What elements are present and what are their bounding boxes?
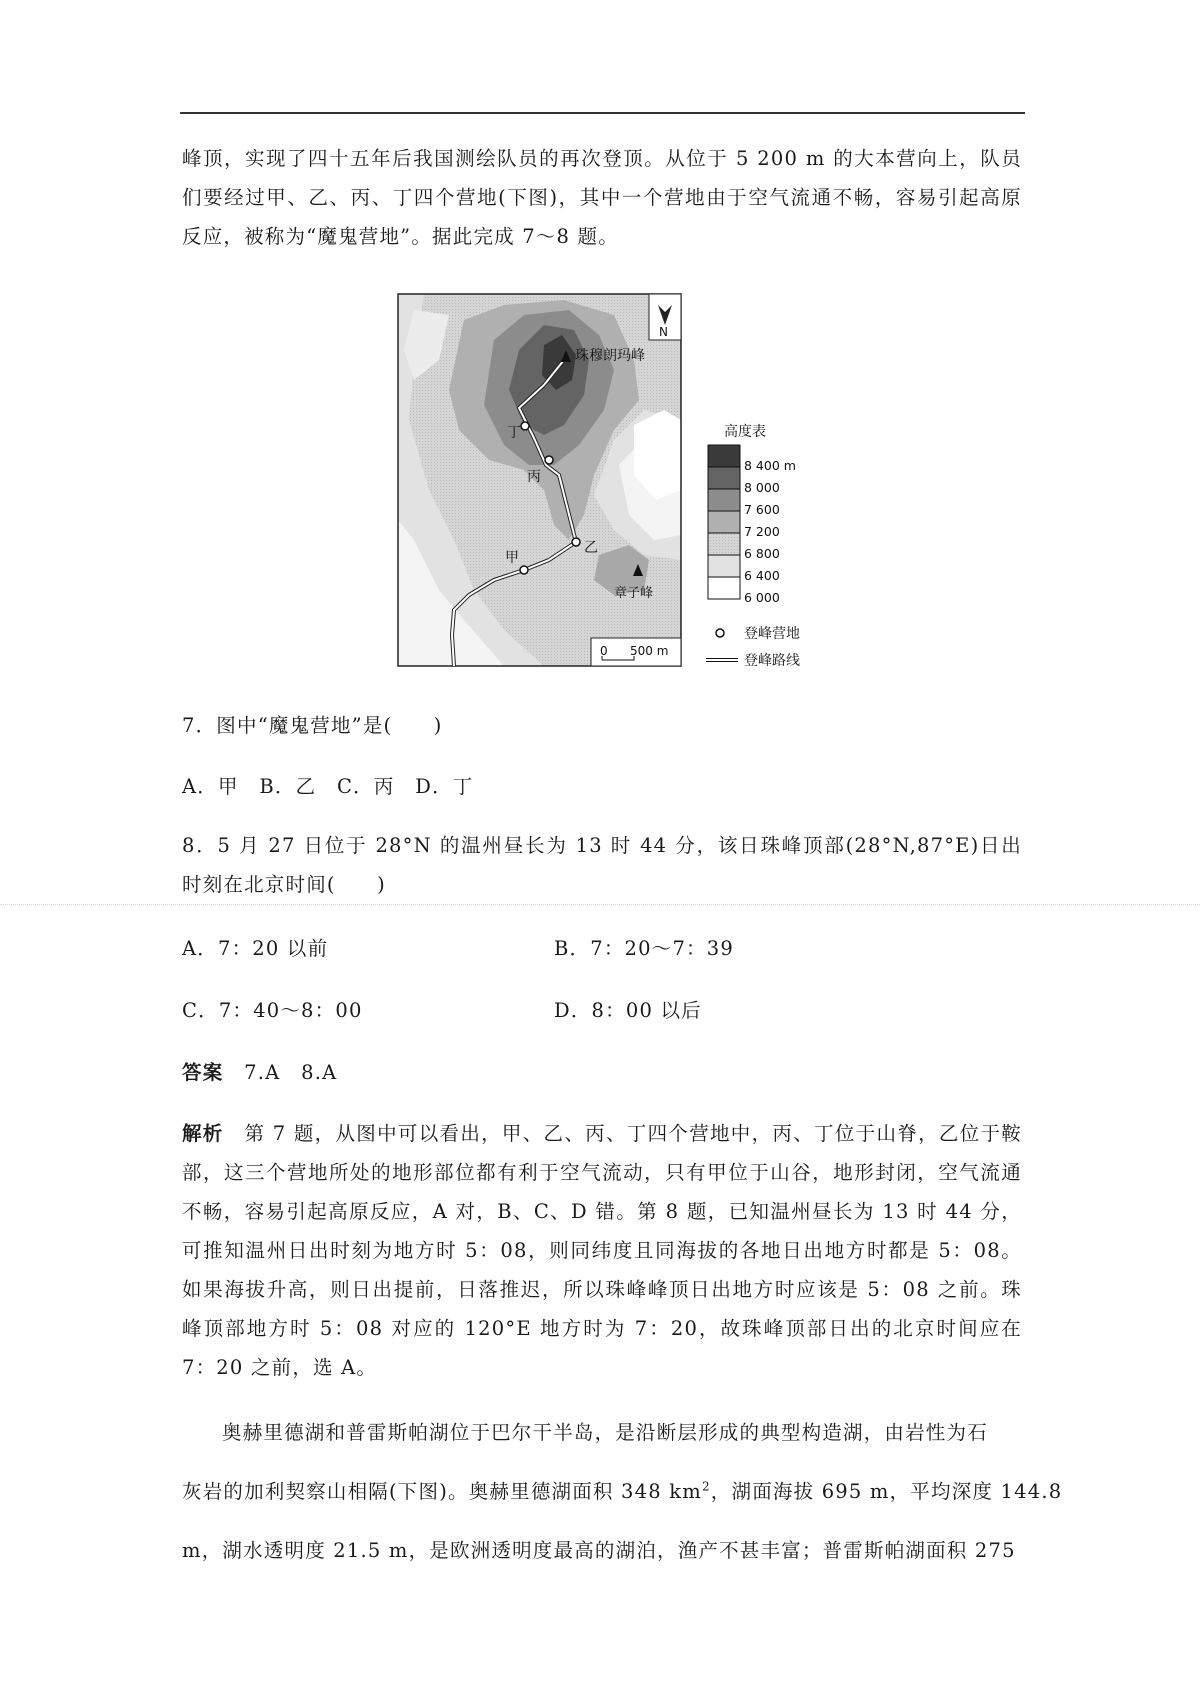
legend-level: 7 200 (744, 524, 780, 539)
question-7-stem: 7．图中“魔鬼营地”是( ) (182, 714, 443, 737)
sub-peak-label: 章子峰 (614, 586, 654, 601)
north-arrow (649, 294, 681, 340)
superscript-2: 2 (701, 1479, 711, 1494)
legend-level: 6 000 (744, 590, 780, 605)
north-label: N (659, 325, 668, 339)
scale-distance: 500 m (630, 644, 669, 658)
legend-level: 8 400 m (744, 458, 796, 473)
intro-paragraph: 峰顶，实现了四十五年后我国测绘队员的再次登顶。从位于 5 200 m 的大本营向上，队员们要经过甲、乙、丙、丁四个营地(下图)，其中一个营地由于空气流通不畅，容易引起高原反应，被称为“魔鬼营地”。据此完成 7～8 题。 (182, 147, 1022, 248)
answer-text: 7.A 8.A (244, 1061, 338, 1084)
camp-jia-label: 甲 (505, 550, 519, 566)
legend-level: 6 400 (744, 568, 780, 583)
header-rule (180, 112, 1025, 114)
scale-zero: 0 (600, 644, 608, 658)
lake-line-2 (182, 1476, 1062, 1504)
lake-line-3: m，湖水透明度 21.5 m，是欧洲透明度最高的湖泊，渔产不甚丰富；普雷斯帕湖面积 275 (182, 1539, 1016, 1562)
page-divider (0, 904, 1200, 905)
camp-ding-label: 丁 (507, 425, 521, 441)
legend-camp-label: 登峰营地 (744, 626, 800, 642)
question-8-option-a: A．7：20 以前 (182, 937, 329, 960)
scale-bar (591, 638, 681, 666)
topographic-map (394, 290, 814, 670)
answer-label: 答案 (182, 1061, 224, 1084)
peak-label: 珠穆朗玛峰 (575, 348, 645, 364)
legend-route-label: 登峰路线 (744, 653, 800, 669)
elevation-legend (706, 423, 800, 669)
legend-level: 7 600 (744, 502, 780, 517)
legend-level: 8 000 (744, 480, 780, 495)
lake-line-2a: 灰岩的加利契察山相隔(下图)。奥赫里德湖面积 348 km (182, 1480, 702, 1503)
question-8-stem: 8．5 月 27 日位于 28°N 的温州昼长为 13 时 44 分，该日珠峰顶部(28°N,87°E)日出时刻在北京时间( ) (182, 834, 1022, 896)
camp-bing-label: 丙 (527, 469, 541, 485)
camp-yi-label: 乙 (584, 540, 598, 556)
legend-level: 6 800 (744, 546, 780, 561)
analysis-paragraph (182, 1114, 1022, 1387)
lake-line-1: 奥赫里德湖和普雷斯帕湖位于巴尔干半岛，是沿断层形成的典型构造湖，由岩性为石 (222, 1421, 988, 1444)
question-8-option-d: D．8：00 以后 (554, 999, 702, 1022)
question-8-option-b: B．7：20～7：39 (554, 937, 734, 960)
lake-line-2b: ，湖面海拔 695 m，平均深度 144.8 (710, 1480, 1063, 1503)
legend-title: 高度表 (724, 424, 766, 440)
question-7-options: A．甲 B．乙 C．丙 D．丁 (182, 775, 474, 798)
question-8-option-c: C．7：40～8：00 (182, 999, 363, 1022)
analysis-label: 解析 (182, 1122, 224, 1145)
answer-line (182, 1057, 337, 1085)
analysis-text: 第 7 题，从图中可以看出，甲、乙、丙、丁四个营地中，丙、丁位于山脊，乙位于鞍部，这三个营地所处的地形部位都有利于空气流动，只有甲位于山谷，地形封闭，空气流通不畅，容易引起高原反应，A 对，B、C、D 错。第 8 题，已知温州昼长为 13 时 44 分，可推知温州日出时刻为地方时 5：08，则同纬度且同海拔的各地日出地方时都是 5：08。如果海拔升高，则日出提前，日落推迟，所以珠峰峰顶日出地方时应该是 5：08 之前。珠峰顶部地方时 5：08 对应的 120°E 地方时为 7：20，故珠峰顶部日出的北京时间应在 7：20 之前，选 A。 (182, 1122, 1023, 1379)
camp-legend-icon (716, 629, 724, 637)
